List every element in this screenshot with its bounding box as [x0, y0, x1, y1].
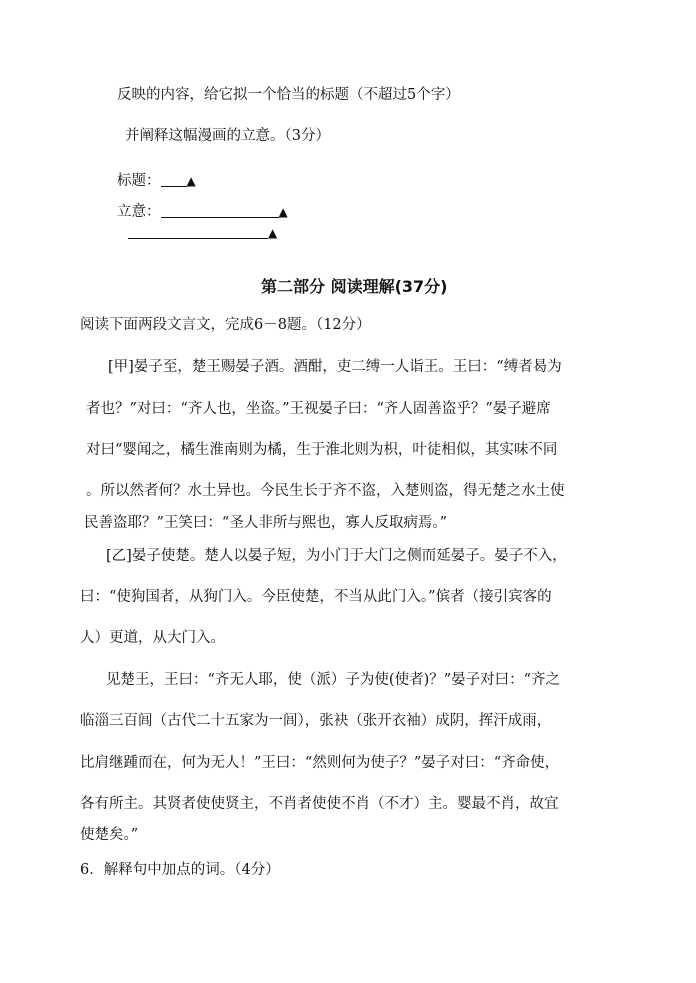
passage-a-line: 民善盗耶？”王笑曰：“圣人非所与熙也，寡人反取病焉。”: [84, 515, 447, 531]
passage-b-line: 各有所主。其贤者使使贤主，不肖者使使不肖（不才）主。婴最不肖，故宜: [80, 796, 559, 812]
title-blank-line: [161, 172, 187, 187]
passage-a-line: 对曰“婴闻之，橘生淮南则为橘，生于淮北则为枳，叶徒相似，其实味不同: [86, 442, 558, 458]
idea-label: 立意：: [117, 204, 161, 220]
triangle-icon: ▲: [278, 205, 288, 219]
idea-answer-row-2: [128, 224, 277, 242]
section-instruction: 阅读下面两段文言文，完成6－8题。（12分）: [80, 317, 371, 333]
question-6: 6．解释句中加点的词。（4分）: [80, 862, 280, 878]
passage-b-line: 见楚王，王曰：“齐无人耶，使（派）子为使(使者)？”晏子对曰：“齐之: [106, 672, 561, 688]
idea-blank-line-2: [128, 224, 268, 239]
idea-blank-line-1: [161, 203, 279, 218]
passage-b-line: 人）更道，从大门入。: [80, 630, 225, 646]
passage-a-line: 者也？”对曰：“齐人也，坐盗。”王视晏子曰：“齐人固善盗乎？”晏子避席: [86, 401, 551, 417]
passage-a-line: 。所以然者何？水土异也。今民生长于齐不盗，入楚则盗，得无楚之水土使: [86, 483, 565, 499]
triangle-icon: ▲: [186, 174, 196, 188]
title-answer-row: [117, 172, 196, 190]
passage-b-line: 临淄三百闾（古代二十五家为一闾），张袂（张开衣袖）成阴，挥汗成雨，: [80, 713, 552, 729]
part1-line1: 反映的内容，给它拟一个恰当的标题（不超过5个字）: [117, 87, 460, 103]
passage-b-line: 曰：“使狗国者，从狗门入。今臣使楚，不当从此门入。”傧者（接引宾客的: [80, 589, 552, 605]
passage-b-line: 比肩继踵而在，何为无人！”王曰：“然则何为使子？”晏子对曰：“齐命使，: [80, 755, 560, 771]
passage-b-line: 使楚矣。”: [80, 827, 139, 843]
part1-line2: 并阐释这幅漫画的立意。（3分）: [125, 128, 330, 144]
title-label: 标题：: [117, 173, 161, 189]
idea-answer-row: [117, 203, 288, 221]
triangle-icon: ▲: [268, 226, 278, 240]
section-heading: 第二部分 阅读理解(37分): [261, 277, 448, 296]
passage-b-line: [乙]晏子使楚。楚人以晏子短，为小门于大门之侧而延晏子。晏子不入，: [106, 548, 567, 564]
passage-a-line: [甲]晏子至，楚王赐晏子酒。酒酣，吏二缚一人诣王。王曰：“缚者曷为: [108, 359, 562, 375]
